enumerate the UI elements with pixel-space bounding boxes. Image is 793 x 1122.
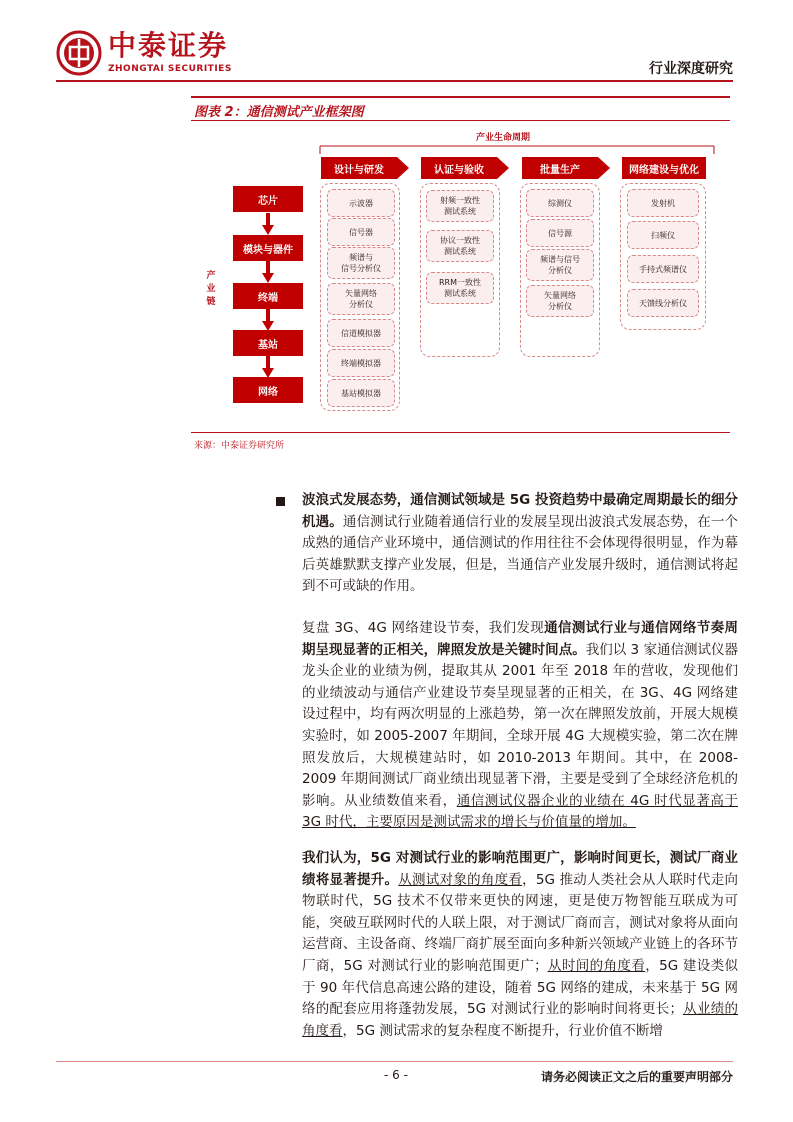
list-item: 频谱与 信号分析仪 [327,247,395,279]
right-arrow-icon [497,157,509,179]
list-item: 发射机 [627,189,699,217]
chain-axis-label: 产业链 [206,271,216,307]
report-type: 行业深度研究 [649,61,733,77]
stage-header-1 [321,157,409,179]
logo-text-cn: 中泰证券 [108,29,229,62]
list-item: 射频一致性 测试系统 [426,190,494,222]
chain-item-module: 模块与器件 [233,235,303,261]
figure-top-rule [191,96,730,98]
paragraph-3-text-1: ，5G 推动人类社会从人联时代走向物联时代，5G 技术不仅带来更快的网速，更是使万物智能互联成为可能，突破互联网时代的人联上限，对于测试厂商而言，测试对象将从面向运营商、主设备商、终端厂商扩展至面向多种新兴领域产业链上的各环节厂商，5G 对测试行业的影响范围更广； [302,871,739,974]
paragraph-3-text-3: ，5G 测试需求的复杂程度不断提升，行业价值不断增 [342,1022,663,1039]
stage-label: 认证与验收 [421,157,497,179]
list-item: RRM一致性 测试系统 [426,272,494,304]
paragraph-3-underline-1: 从测试对象的角度看 [398,871,523,888]
square-bullet-icon [276,497,285,506]
down-arrow-icon [262,261,274,283]
list-item: 扫频仪 [627,221,699,249]
stage-header-4 [622,157,706,179]
logo-text-en: ZHONGTAI SECURITIES [108,64,232,74]
paragraph-1 [302,490,738,598]
chain-item-chip: 芯片 [233,186,303,212]
page-number: - 6 - [384,1068,408,1082]
paragraph-2 [302,618,738,834]
right-arrow-icon [598,157,610,179]
list-item: 矢量网络 分析仪 [526,285,594,317]
paragraph-2-bold: 通信测试行业与通信网络节奏周期呈现显著的正相关，牌照发放是关键时间点。 [302,620,738,658]
company-logo-icon [56,30,102,76]
stage-header-3 [522,157,610,179]
list-item: 信道模拟器 [327,319,395,347]
footer-disclaimer: 请务必阅读正文之后的重要声明部分 [540,1070,733,1084]
list-item: 信号器 [327,218,395,246]
stage-label: 网络建设与优化 [622,157,706,179]
figure-title-rule [191,120,730,121]
list-item: 手持式频谱仪 [627,255,699,283]
paragraph-2-lead: 复盘 3G、4G 网络建设节奏，我们发现 [302,620,545,636]
paragraph-2-text: 我们以 3 家通信测试仪器龙头企业的业绩为例，提取其从 2001 年至 2018 年的营收，发现他们的业绩波动与通信产业建设节奏呈现显著的正相关，在 3G、4G 网络建设过程中，均有两次明显的上涨趋势，第一次在牌照发放前，开展大规模实验时，如 2005-2007 年期间，全球开展 4G 大规模实验，第二次在牌照发放后，大规模建站时，如 2010-2013 年期间。其中，在 2008-2009 年期间测试厂商业绩出现显著下滑，主要是受到了全球经济危机的影响。从业绩数值来看， [302,641,739,809]
paragraph-3-text-2: ，5G 建设类似于 90 年代信息高速公路的建设，随着 5G 网络的建成，未来基于 5G 网络的配套应用将蓬勃发展，5G 对测试行业的影响时间将更长； [302,957,739,1018]
header-divider [56,80,733,82]
list-item: 示波器 [327,189,395,217]
stage-label: 批量生产 [522,157,598,179]
down-arrow-icon [262,356,274,378]
paragraph-3-underline-3: 从业绩的角度看 [302,1001,739,1039]
stage-label: 设计与研发 [321,157,397,179]
footer-divider [56,1061,733,1062]
paragraph-3-bold: 我们认为，5G 对测试行业的影响范围更广，影响时间更长，测试厂商业绩将显著提升。 [302,850,738,888]
paragraph-1-text: 通信测试行业随着通信行业的发展呈现出波浪式发展态势，在一个成熟的通信产业环境中，通信测试的作用往往不会体现得很明显，作为幕后英雄默默支撑产业发展，但是，当通信产业发展升级时，通信测试将起到不可或缺的作用。 [302,513,739,595]
list-item: 综测仪 [526,189,594,217]
figure-source: 来源：中泰证券研究所 [194,441,285,451]
list-item: 终端模拟器 [327,349,395,377]
list-item: 矢量网络 分析仪 [327,283,395,315]
paragraph-1-bold: 波浪式发展态势，通信测试领域是 5G 投资趋势中最确定周期最长的细分机遇。 [302,492,738,530]
down-arrow-icon [262,309,274,331]
chain-item-network: 网络 [233,377,303,403]
lifecycle-label: 产业生命周期 [476,133,531,143]
stage-header-2 [421,157,509,179]
list-item: 协议一致性 测试系统 [426,230,494,262]
figure-title: 图表 2：通信测试产业框架图 [194,105,364,120]
lifecycle-bracket [318,142,718,156]
list-item: 信号源 [526,219,594,247]
paragraph-3 [302,848,738,1042]
right-arrow-icon [397,157,409,179]
figure-bottom-rule [191,432,730,433]
paragraph-3-underline-2: 从时间的角度看 [547,957,646,974]
list-item: 天馈线分析仪 [627,289,699,317]
chain-item-terminal: 终端 [233,283,303,309]
down-arrow-icon [262,213,274,235]
list-item: 频谱与信号 分析仪 [526,249,594,281]
chain-item-basestation: 基站 [233,330,303,356]
list-item: 基站模拟器 [327,379,395,407]
paragraph-2-underline: 通信测试仪器企业的业绩在 4G 时代显著高于 3G 时代，主要原因是测试需求的增长与价值量的增加。 [302,792,738,831]
